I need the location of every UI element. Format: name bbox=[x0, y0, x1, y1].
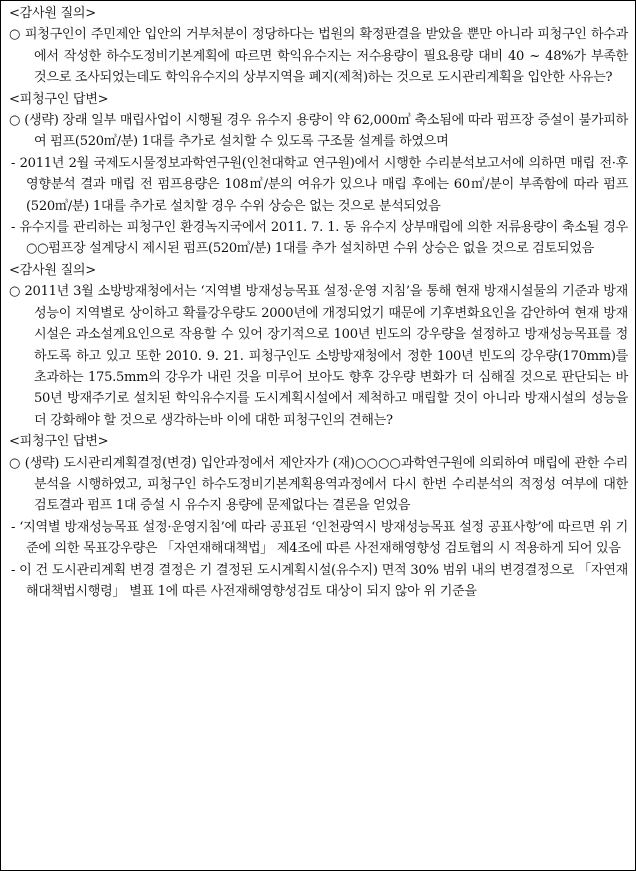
section-heading: <감사원 질의> bbox=[9, 6, 96, 21]
answer-paragraph: ○ (생략) 장래 일부 매립사업이 시행될 경우 유수지 용량이 약 62,000㎥ 축소됨에 따라 펌프장 증설이 불가피하여 펌프(520㎥/분) 1대를 추가로 설치할 수 있도록 구조물 설계를 하였으며 bbox=[9, 113, 628, 150]
section-heading: <피청구인 답변> bbox=[9, 434, 109, 450]
section-respondent-answer-1 bbox=[9, 89, 628, 260]
question-paragraph: ○ 2011년 3월 소방방재청에서는 ‘지역별 방재성능목표 설정·운영 지침’을 통해 현재 방재시설물의 기준과 방재성능이 지역별로 상이하고 확률강우량도 2000년에 개정되었기 때문에 기후변화요인을 감안하여 현재 방재시설은 과소설계요인으로 작용할 수 있어 장기적으로 100년 빈도의 강우량을 설정하고 방재성능목표를 정하도록 하고 있고 또한 2010. 9. 21. 피청구인도 소방방재청에서 정한 100년 빈도의 강우량(170mm)를 초과하는 175.5mm의 강우가 내린 것을 미루어 보아도 향후 강우량 변화가 더 심해질 것으로 판단되는 바 50년 방재주기로 설치된 학익유수지를 도시계획시설에서 제척하고 매립할 것이 아니라 방재시설의 성능을 더 강화해야 할 것으로 생각하는바 이에 대한 피청구인의 견해는? bbox=[9, 284, 628, 428]
section-auditor-question-2 bbox=[9, 260, 628, 431]
answer-subpoint: - 이 건 도시관리계획 변경 결정은 기 결정된 도시계획시설(유수지) 면적 30% 범위 내의 변경결정으로 「자연재해대책법시행령」 별표 1에 따른 사전재해영향성검토 대상이 되지 않아 위 기준을 bbox=[11, 562, 628, 599]
question-paragraph: ○ 피청구인이 주민제안 입안의 거부처분이 정당하다는 법원의 확정판결을 받았을 뿐만 아니라 피청구인 하수과에서 작성한 하수도정비기본계획에 따르면 학익유수지는 저수용량이 필요용량 대비 40 ~ 48%가 부족한 것으로 조사되었는데도 학익유수지의 상부지역을 폐지(제척)하는 것으로 도시관리계획을 입안한 사유는? bbox=[9, 27, 628, 86]
answer-paragraph: ○ (생략) 도시관리계획결정(변경) 입안과정에서 제안자가 (재)○○○○과학연구원에 의뢰하여 매립에 관한 수리분석을 시행하였고, 피청구인 하수도정비기본계획용역과정에서 다시 한번 수리분석의 적정성 여부에 대한 검토결과 펌프 1대 증설 시 유수지 용량에 문제없다는 결론을 얻었음 bbox=[9, 455, 628, 514]
section-heading: <피청구인 답변> bbox=[9, 91, 109, 107]
document-body bbox=[1, 1, 635, 602]
section-heading: <감사원 질의> bbox=[9, 262, 96, 278]
answer-subpoint: - 2011년 2월 국제도시물정보과학연구원(인천대학교 연구원)에서 시행한 수리분석보고서에 의하면 매립 전·후 영향분석 결과 매립 전 펌프용량은 108㎥/분의 여유가 있으나 매립 후에는 60㎥/분이 부족함에 따라 펌프(520㎥/분) 1대를 추가로 설치할 경우 수위 상승은 없는 것으로 분석되었음 bbox=[11, 155, 628, 214]
answer-subpoint: - 유수지를 관리하는 피청구인 환경녹지국에서 2011. 7. 1. 동 유수지 상부매립에 의한 저류용량이 축소될 경우 ○○펌프장 설계당시 제시된 펌프(520㎥/분) 1대를 추가 설치하면 수위 상승은 없을 것으로 검토되었음 bbox=[11, 220, 628, 257]
answer-subpoint: - ‘지역별 방재성능목표 설정·운영지침’에 따라 공표된 ‘인천광역시 방재성능목표 설정 공표사항’에 따르면 위 기준에 의한 목표강우량은 「자연재해대책법」 제4조에 따른 사전재해영향성 검토협의 시 적용하게 되어 있음 bbox=[11, 519, 628, 557]
section-respondent-answer-2 bbox=[9, 431, 628, 602]
section-auditor-question-1 bbox=[9, 3, 628, 89]
